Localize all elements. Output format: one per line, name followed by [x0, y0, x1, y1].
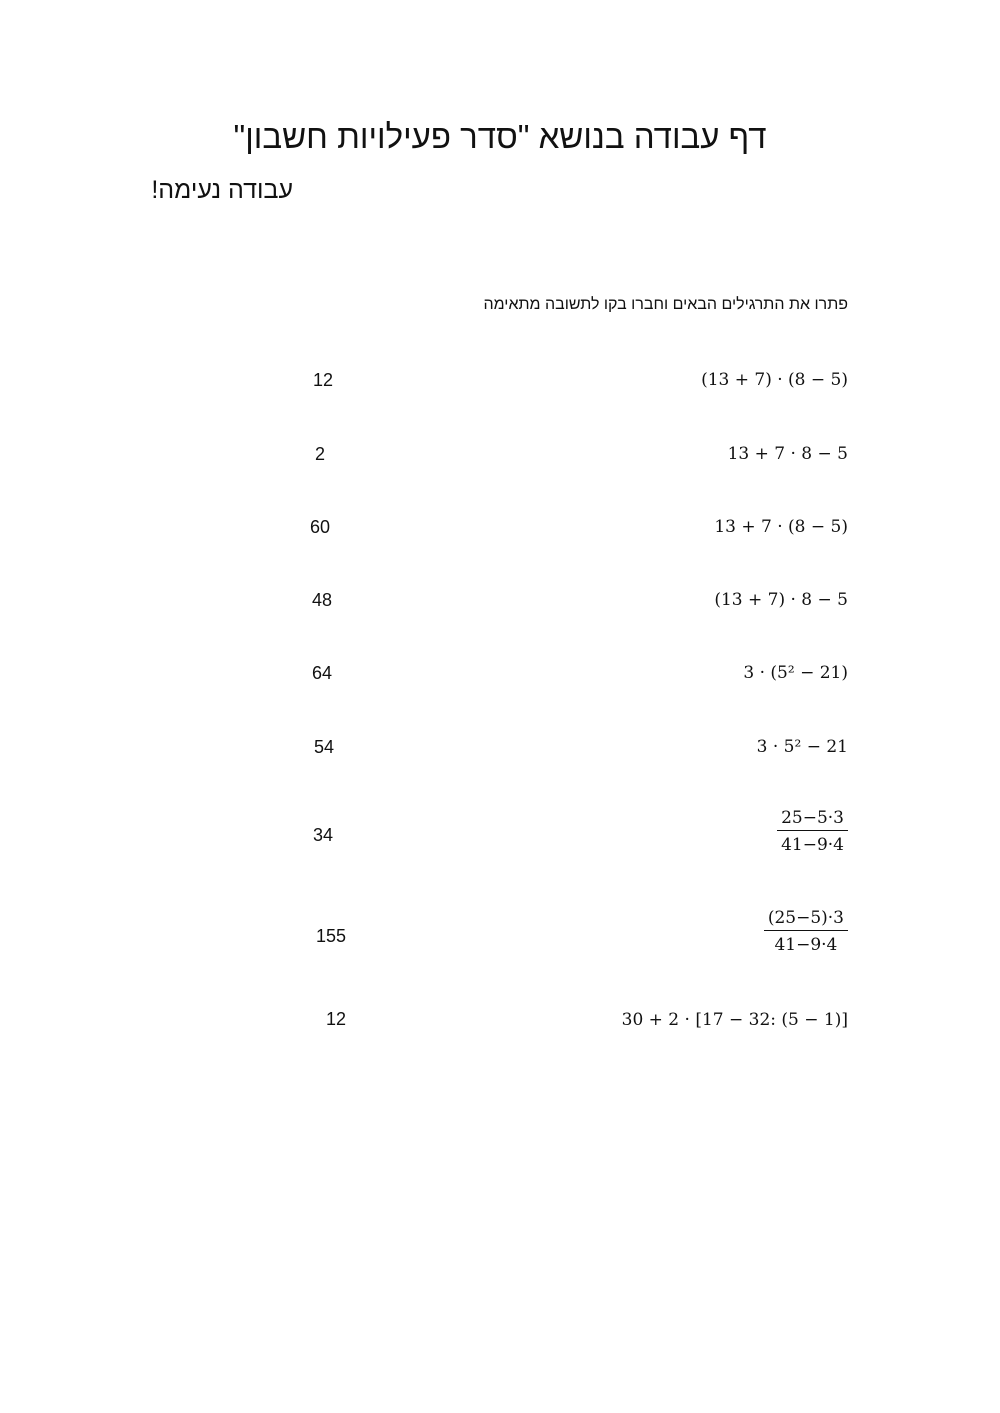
- answer-6: 54: [314, 737, 335, 757]
- exercise-4: (13 + 7) · 8 − 5: [714, 590, 848, 610]
- answer-9: 12: [326, 1009, 347, 1029]
- answer-7: 34: [313, 825, 334, 845]
- exercise-8-fraction: [764, 908, 848, 955]
- answer-5: 64: [312, 663, 333, 683]
- answer-3: 60: [310, 517, 331, 537]
- answer-8: 155: [316, 926, 347, 946]
- page-title: דף עבודה בנושא "סדר פעילויות חשבון": [233, 118, 767, 155]
- exercise-3: 13 + 7 · (8 − 5): [714, 517, 848, 537]
- exercise-2: 13 + 7 · 8 − 5: [727, 444, 848, 464]
- exercise-5: 3 · (5² − 21): [743, 663, 848, 683]
- answer-4: 48: [312, 590, 333, 610]
- answer-2: 2: [315, 444, 326, 464]
- exercise-9: 30 + 2 · [17 − 32: (5 − 1)]: [621, 1010, 848, 1030]
- exercise-1: (13 + 7) · (8 − 5): [701, 370, 848, 390]
- answer-1: 12: [313, 370, 334, 390]
- exercise-7-denominator: 41−9·4: [781, 835, 844, 855]
- exercise-7-numerator: 25−5·3: [777, 808, 848, 831]
- instruction-text: פתרו את התרגילים הבאים וחברו בקו לתשובה מתאימה: [483, 296, 848, 313]
- exercise-6: 3 · 5² − 21: [756, 737, 848, 757]
- exercise-7-fraction: [777, 808, 848, 855]
- exercise-8-denominator: 41−9·4: [774, 935, 838, 955]
- page-subtitle: עבודה נעימה!: [151, 176, 293, 204]
- exercise-8-numerator: (25−5)·3: [764, 908, 848, 931]
